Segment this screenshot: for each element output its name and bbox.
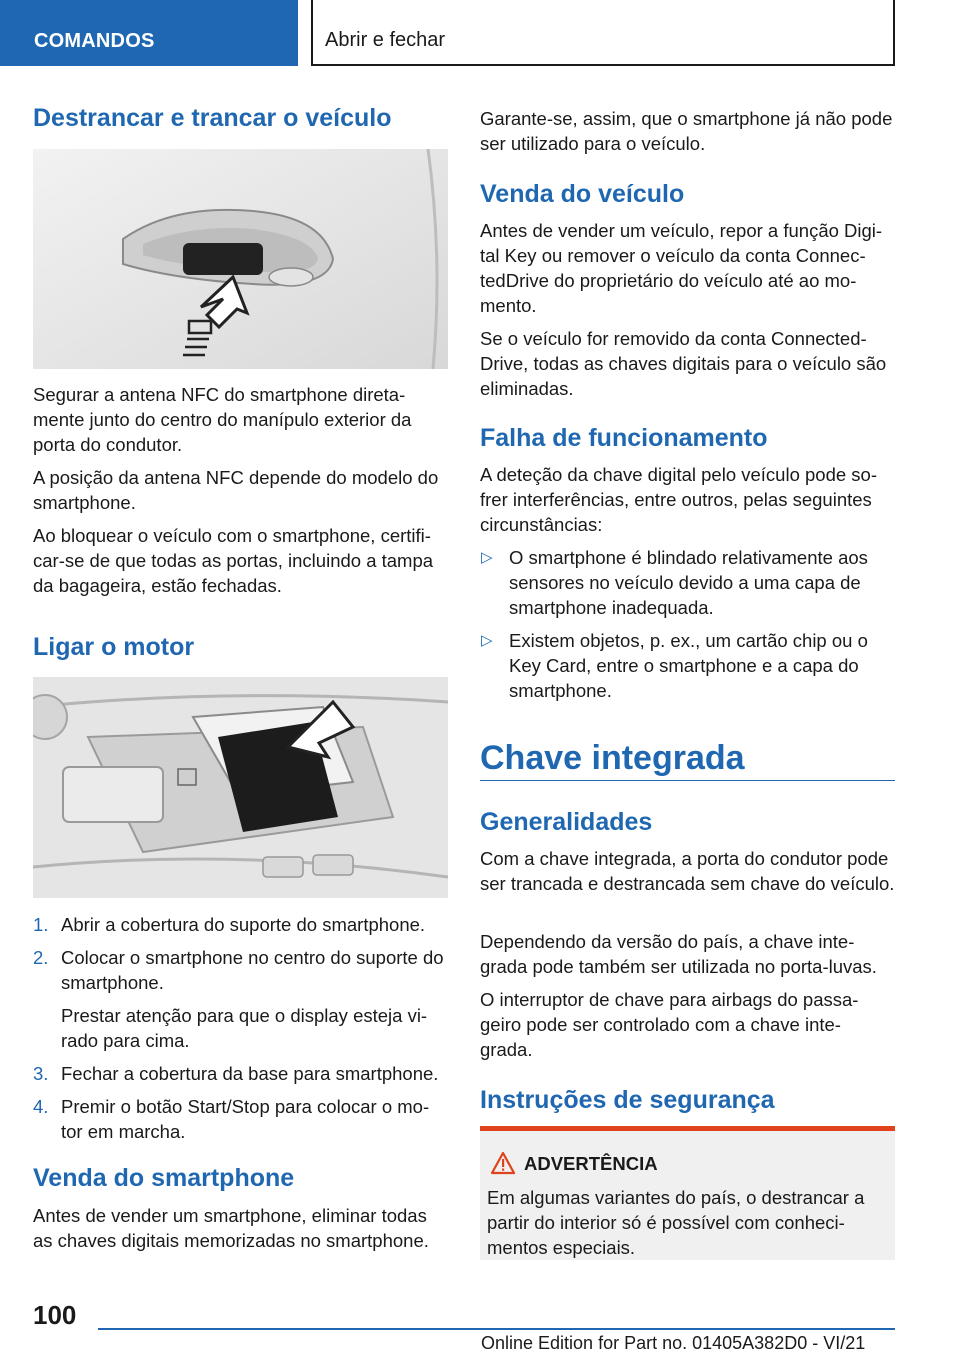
integrated-key-heading: Chave integrada <box>480 739 745 777</box>
step-3-text: Fechar a cobertura da base para smartphone. <box>61 1063 439 1084</box>
footer-rule <box>98 1328 895 1330</box>
general-para-2: Dependendo da versão do país, a chave inte‐ grada pode também ser utilizada no porta-luvas. <box>480 931 877 977</box>
step-1-number: 1. <box>33 914 49 935</box>
start-engine-heading: Ligar o motor <box>33 633 195 661</box>
malfunction-heading: Falha de funcionamento <box>480 424 768 452</box>
warning-text: Em algumas variantes do país, o destrancar a partir do interior só é possível com conheci‐ mentos especiais. <box>487 1187 865 1258</box>
warning-title: ADVERTÊNCIA <box>524 1153 658 1174</box>
general-para-1: Com a chave integrada, a porta do condutor pode ser trancada e destrancada sem chave do veículo. <box>480 848 895 894</box>
sale-smartphone-para: Antes de vender um smartphone, eliminar todas as chaves digitais memorizadas no smartphone. <box>33 1205 429 1251</box>
bullet-marker-2: ▷ <box>481 632 493 649</box>
unlock-para-3: Ao bloquear o veículo com o smartphone, certifi‐ car-se de que todas as portas, incluindo a tampa da bagageira, estão fechadas. <box>33 525 434 596</box>
general-heading: Generalidades <box>480 808 653 836</box>
step-4-number: 4. <box>33 1096 49 1117</box>
sale-smartphone-heading: Venda do smartphone <box>33 1164 295 1192</box>
step-1-text: Abrir a cobertura do suporte do smartphone. <box>61 914 426 935</box>
section-rule <box>480 780 895 781</box>
page-number: 100 <box>33 1300 77 1330</box>
sale-vehicle-heading: Venda do veículo <box>480 180 685 208</box>
unlock-heading: Destrancar e trancar o veículo <box>33 104 392 132</box>
malfunction-para: A deteção da chave digital pelo veículo pode so‐ frer interferências, entre outros, pelas seguintes circunstâncias: <box>480 464 878 535</box>
bullet-2-text: Existem objetos, p. ex., um cartão chip ou o Key Card, entre o smartphone e a capa do smartphone. <box>509 630 868 701</box>
door-handle-illustration <box>33 149 448 369</box>
section-title: COMANDOS <box>34 30 155 52</box>
sale-vehicle-para-2: Se o veículo for removido da conta Connected‐ Drive, todas as chaves digitais para o veículo são eliminadas. <box>480 328 887 399</box>
step-3-number: 3. <box>33 1063 49 1084</box>
bullet-marker-1: ▷ <box>481 549 493 566</box>
section-tab <box>0 0 298 66</box>
chapter-tab <box>311 0 895 66</box>
general-para-3: O interruptor de chave para airbags do passa‐ geiro pode ser controlado com a chave inte‐ grada. <box>480 989 859 1060</box>
unlock-para-1: Segurar a antena NFC do smartphone direta‐ mente junto do centro do manípulo exterior da porta do condutor. <box>33 384 412 455</box>
continued-para: Garante-se, assim, que o smartphone já não pode ser utilizado para o veículo. <box>480 108 893 154</box>
step-2-note: Prestar atenção para que o display esteja vi‐ rado para cima. <box>61 1005 428 1051</box>
warning-box <box>480 1126 895 1260</box>
edition-text: Online Edition for Part no. 01405A382D0 - VI/21 <box>481 1333 866 1353</box>
warning-triangle-icon <box>490 1151 516 1175</box>
step-4-text: Premir o botão Start/Stop para colocar o mo‐ tor em marcha. <box>61 1096 430 1142</box>
smartphone-holder-illustration <box>33 677 448 898</box>
unlock-para-2: A posição da antena NFC depende do modelo do smartphone. <box>33 467 439 513</box>
bullet-1-text: O smartphone é blindado relativamente aos sensores no veículo devido a uma capa de smartphone inadequada. <box>509 547 868 618</box>
chapter-title: Abrir e fechar <box>325 29 446 51</box>
sale-vehicle-para-1: Antes de vender um veículo, repor a função Digi‐ tal Key ou remover o veículo da conta Connec‐ tedDrive do proprietário do veículo até ao mo‐ mento. <box>480 220 883 316</box>
step-2-number: 2. <box>33 947 49 968</box>
safety-heading: Instruções de segurança <box>480 1086 775 1114</box>
step-2-text: Colocar o smartphone no centro do suporte do smartphone. <box>61 947 444 993</box>
